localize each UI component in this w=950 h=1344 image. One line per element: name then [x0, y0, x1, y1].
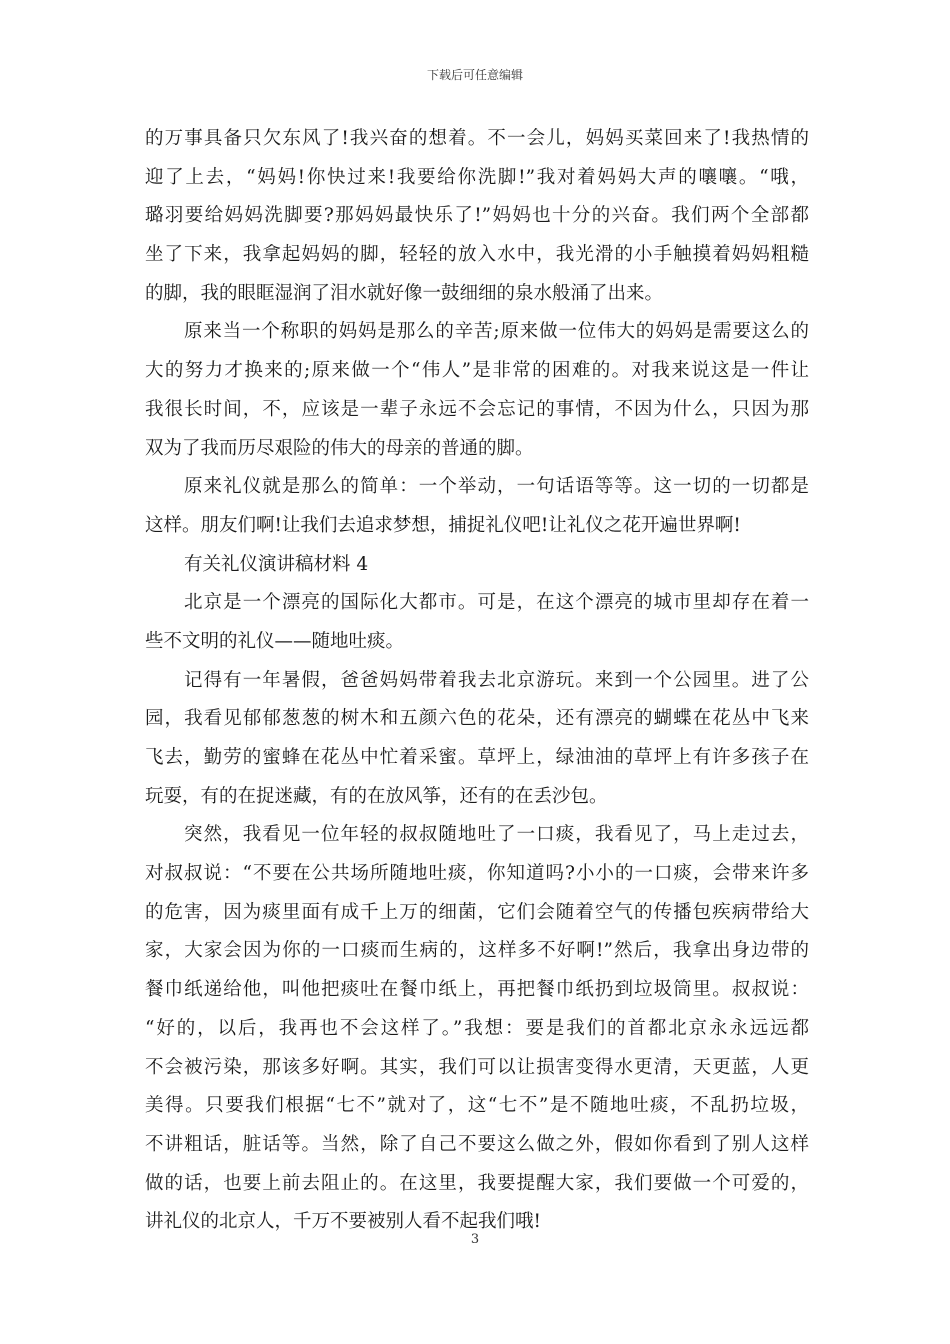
text-line: 有关礼仪演讲稿材料 4 [184, 553, 369, 575]
text-line: 不会被污染，那该多好啊。其实，我们可以让损害变得水更清，天更蓝，人更 [145, 1056, 809, 1078]
text-line: 璐羽要给妈妈洗脚要?那妈妈最快乐了!”妈妈也十分的兴奋。我们两个全部都 [145, 205, 809, 227]
text-line: 北京是一个漂亮的国际化大都市。可是，在这个漂亮的城市里却存在着一 [184, 592, 809, 614]
text-line: 迎了上去，“妈妈!你快过来!我要给你洗脚!”我对着妈妈大声的嚷嚷。“哦， [145, 166, 809, 188]
text-line: 原来礼仪就是那么的简单：一个举动，一句话语等等。这一切的一切都是 [184, 476, 809, 498]
text-line: 不讲粗话，脏话等。当然，除了自己不要这么做之外，假如你看到了别人这样 [145, 1133, 809, 1155]
text-line: 的危害，因为痰里面有成千上万的细菌，它们会随着空气的传播包疾病带给大 [145, 901, 809, 923]
text-line: 美得。只要我们根据“七不”就对了，这“七不”是不随地吐痰，不乱扔垃圾， [145, 1095, 809, 1117]
text-line: 这样。朋友们啊!让我们去追求梦想，捕捉礼仪吧!让礼仪之花开遍世界啊! [145, 514, 741, 536]
text-line: 飞去，勤劳的蜜蜂在花丛中忙着采蜜。草坪上，绿油油的草坪上有许多孩子在 [145, 747, 809, 768]
text-line: 记得有一年暑假，爸爸妈妈带着我去北京游玩。来到一个公园里。进了公 [184, 669, 809, 691]
text-line: 大的努力才换来的;原来做一个“伟人”是非常的困难的。对我来说这是一件让 [145, 360, 809, 382]
text-line: 讲礼仪的北京人，千万不要被别人看不起我们哦! [145, 1211, 541, 1233]
text-line: 坐了下来，我拿起妈妈的脚，轻轻的放入水中，我光滑的小手触摸着妈妈粗糙 [145, 244, 809, 266]
document-body [145, 120, 809, 1242]
text-line: 突然，我看见一位年轻的叔叔随地吐了一口痰，我看见了，马上走过去， [184, 824, 809, 846]
text-line: 家，大家会因为你的一口痰而生病的，这样多不好啊!”然后，我拿出身边带的 [145, 940, 809, 962]
text-line: 园，我看见郁郁葱葱的树木和五颜六色的花朵，还有漂亮的蝴蝶在花丛中飞来 [145, 708, 809, 730]
text-line: 双为了我而历尽艰险的伟大的母亲的普通的脚。 [145, 437, 534, 459]
text-line: “好的，以后，我再也不会这样了。”我想：要是我们的首都北京永永远远都 [145, 1017, 809, 1039]
text-line: 餐巾纸递给他，叫他把痰吐在餐巾纸上，再把餐巾纸扔到垃圾筒里。叔叔说： [145, 979, 809, 1001]
text-line: 玩耍，有的在捉迷藏，有的在放风筝，还有的在丢沙包。 [145, 785, 608, 807]
page-number: 3 [470, 1232, 480, 1247]
text-line: 的脚，我的眼眶湿润了泪水就好像一鼓细细的泉水般涌了出来。 [145, 282, 664, 304]
page-header: 下载后可任意编辑 [426, 68, 523, 82]
text-line: 原来当一个称职的妈妈是那么的辛苦;原来做一位伟大的妈妈是需要这么的 [184, 321, 809, 343]
text-line: 对叔叔说：“不要在公共场所随地吐痰，你知道吗?小小的一口痰，会带来许多 [145, 863, 809, 885]
text-line: 做的话，也要上前去阻止的。在这里，我要提醒大家，我们要做一个可爱的， [145, 1172, 809, 1194]
text-line: 些不文明的礼仪——随地吐痰。 [145, 630, 405, 652]
text-line: 的万事具备只欠东风了!我兴奋的想着。不一会儿，妈妈买菜回来了!我热情的 [145, 128, 809, 149]
text-line: 我很长时间，不，应该是一辈子永远不会忘记的事情，不因为什么，只因为那 [145, 398, 809, 420]
